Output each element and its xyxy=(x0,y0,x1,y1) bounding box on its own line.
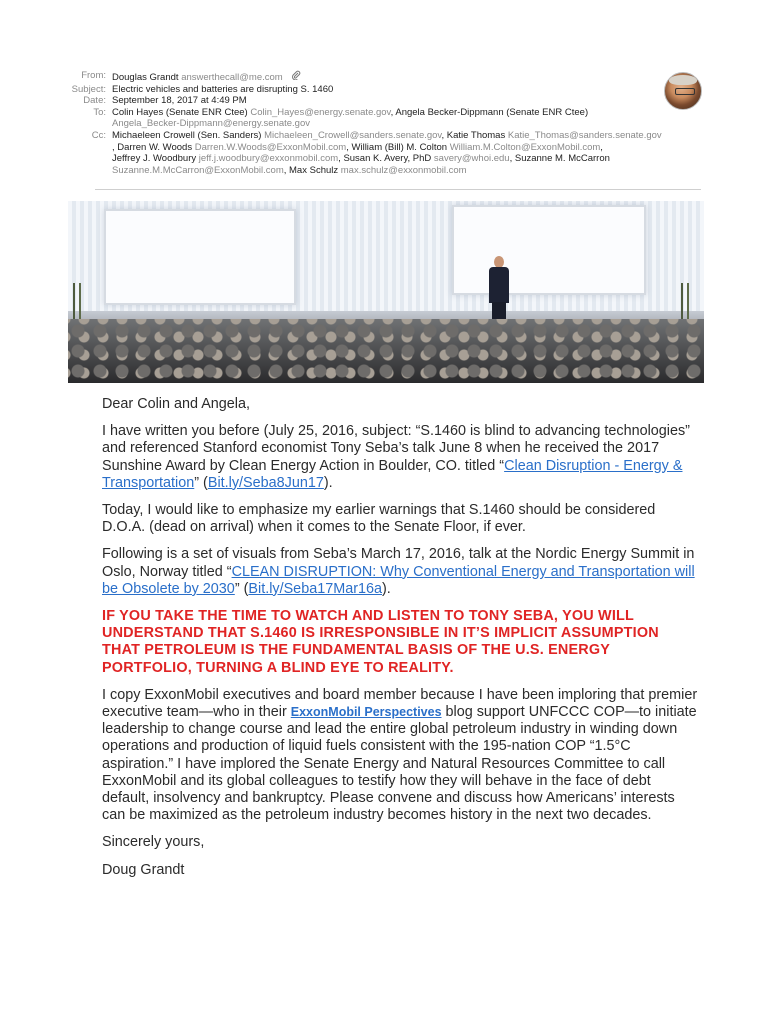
cc-name[interactable]: Michaeleen Crowell (Sen. Sanders) xyxy=(112,129,262,141)
subject-row xyxy=(40,84,720,96)
closing: Sincerely yours, xyxy=(102,834,205,851)
conference-photo xyxy=(68,201,704,383)
date-row xyxy=(40,95,720,107)
email-header xyxy=(40,70,720,176)
recipient-email[interactable]: Angela_Becker-Dippmann@energy.senate.gov xyxy=(112,118,311,130)
paragraph-5: I copy ExxonMobil executives and board member because I have been imploring that premier executive team—who in their ExxonMobil Perspectives blog support UNFCCC COP—to initiate leadership to change course and lead the entire global petroleum industry in winding down operations and production of liquid fuels consistent with the 195-nation COP “1.5°C aspiration.” I have implored the Senate Energy and Natural Resources Committee to call ExxonMobil and its global colleagues to testify how they will behave in the face of debt default, insolvency and bankruptcy. Please convene and discuss how Americans’ interests can be maximized as the petroleum industry becomes history in the next two decades. xyxy=(102,686,698,824)
cc-email[interactable]: Katie_Thomas@sanders.senate.gov xyxy=(507,129,662,141)
sender-email[interactable]: answerthecall@me.com xyxy=(181,72,283,83)
link-exxonmobil-perspectives[interactable]: ExxonMobil Perspectives xyxy=(290,705,442,720)
link-clean-disruption-oslo[interactable]: CLEAN DISRUPTION: Why Conventional Energy and Transportation will be Obsolete by 2030 xyxy=(102,563,695,597)
sender-avatar xyxy=(664,72,702,110)
cc-recipients: Michaeleen Crowell (Sen. Sanders) Michaeleen_Crowell@sanders.senate.gov, Katie Thomas Katie_Thomas@sanders.senate.gov , Darren W. Woods Darren.W.Woods@ExxonMobil.com, William (Bill) M. Colton William.M.Colton@ExxonMobil.com, Jeffrey J. Woodbury jeff.j.woodbury@exxonmobil.com, Susan K. Avery, PhD savery@whoi.edu, Suzanne M. McCarron Suzanne.M.McCarron@ExxonMobil.com, Max Schulz max.schulz@exxonmobil.com xyxy=(112,129,662,176)
recipient-name[interactable]: Angela Becker-Dippmann (Senate ENR Ctee) xyxy=(395,106,589,118)
header-divider xyxy=(95,189,701,190)
to-row xyxy=(40,107,720,130)
cc-email[interactable]: savery@whoi.edu xyxy=(433,153,510,165)
date-text: September 18, 2017 at 4:49 PM xyxy=(112,95,247,107)
cc-email[interactable]: jeff.j.woodbury@exxonmobil.com xyxy=(198,153,339,165)
cc-email[interactable]: Darren.W.Woods@ExxonMobil.com xyxy=(194,141,347,153)
to-recipients: Colin Hayes (Senate ENR Ctee) Colin_Hayes@energy.senate.gov, Angela Becker-Dippmann (Senate ENR Ctee) Angela_Becker-Dippmann@energy.senate.gov xyxy=(112,106,589,130)
to-label: To: xyxy=(93,106,106,118)
link-seba8jun17[interactable]: Bit.ly/Seba8Jun17 xyxy=(207,474,324,491)
paragraph-3: Following is a set of visuals from Seba’s March 17, 2016, talk at the Nordic Energy Summit in Oslo, Norway titled “CLEAN DISRUPTION: Why Conventional Energy and Transportation will be Obsolete by 2030” (Bit.ly/Seba17Mar16a). xyxy=(102,546,695,597)
link-clean-disruption[interactable]: Clean Disruption - Energy & Transportation xyxy=(102,457,683,491)
link-seba17mar16a[interactable]: Bit.ly/Seba17Mar16a xyxy=(248,580,382,597)
subject-text: Electric vehicles and batteries are disrupting S. 1460 xyxy=(112,83,334,95)
date-label: Date: xyxy=(83,95,106,107)
recipient-email[interactable]: Colin_Hayes@energy.senate.gov xyxy=(250,106,391,118)
greeting: Dear Colin and Angela, xyxy=(102,396,251,412)
cc-name[interactable]: William (Bill) M. Colton xyxy=(351,141,448,153)
subject-label: Subject: xyxy=(71,83,106,95)
cc-name[interactable]: Suzanne M. McCarron xyxy=(514,153,610,165)
recipient-name[interactable]: Colin Hayes (Senate ENR Ctee) xyxy=(112,106,248,118)
paragraph-1: I have written you before (July 25, 2016, subject: “S.1460 is blind to advancing technologies” and referenced Stanford economist Tony Seba’s talk June 8 when he received the 2017 Sunshine Award by Clean Energy Action in Boulder, CO. titled “Clean Disruption - Energy & Transportation” (Bit.ly/Seba8Jun17). xyxy=(102,423,690,491)
paragraph-2: Today, I would like to emphasize my earlier warnings that S.1460 should be considered D.O.A. (dead on arrival) when it comes to the Senate Floor, if ever. xyxy=(102,502,656,536)
cc-row xyxy=(40,130,720,176)
cc-email[interactable]: Suzanne.M.McCarron@ExxonMobil.com xyxy=(112,164,284,176)
projection-screen-right xyxy=(452,205,646,295)
cc-name[interactable]: Katie Thomas xyxy=(446,129,506,141)
warning-paragraph: IF YOU TAKE THE TIME TO WATCH AND LISTEN TO TONY SEBA, YOU WILL UNDERSTAND THAT S.1460 IS IRRESPONSIBLE IN IT’S IMPLICIT ASSUMPTION THAT PETROLEUM IS THE FUNDAMENTAL BASIS OF THE U.S. ENERGY PORTFOLIO, TURNING A BLIND EYE TO REALITY. xyxy=(102,608,659,676)
sender-name[interactable]: Douglas Grandt xyxy=(112,72,179,83)
cc-email[interactable]: William.M.Colton@ExxonMobil.com xyxy=(449,141,601,153)
from-row xyxy=(40,70,720,84)
email-body xyxy=(102,396,698,889)
signature: Doug Grandt xyxy=(102,861,185,878)
audience xyxy=(68,319,704,383)
projection-screen-left xyxy=(104,209,296,305)
cc-name[interactable]: Max Schulz xyxy=(289,164,339,176)
cc-label: Cc: xyxy=(91,129,106,141)
cc-name[interactable]: Darren W. Woods xyxy=(117,141,193,153)
paperclip-icon[interactable] xyxy=(291,70,301,84)
cc-name[interactable]: Susan K. Avery, PhD xyxy=(343,153,432,165)
cc-email[interactable]: max.schulz@exxonmobil.com xyxy=(340,164,467,176)
cc-name[interactable]: Jeffrey J. Woodbury xyxy=(112,153,197,165)
from-label: From: xyxy=(81,70,106,81)
cc-email[interactable]: Michaeleen_Crowell@sanders.senate.gov xyxy=(264,129,442,141)
